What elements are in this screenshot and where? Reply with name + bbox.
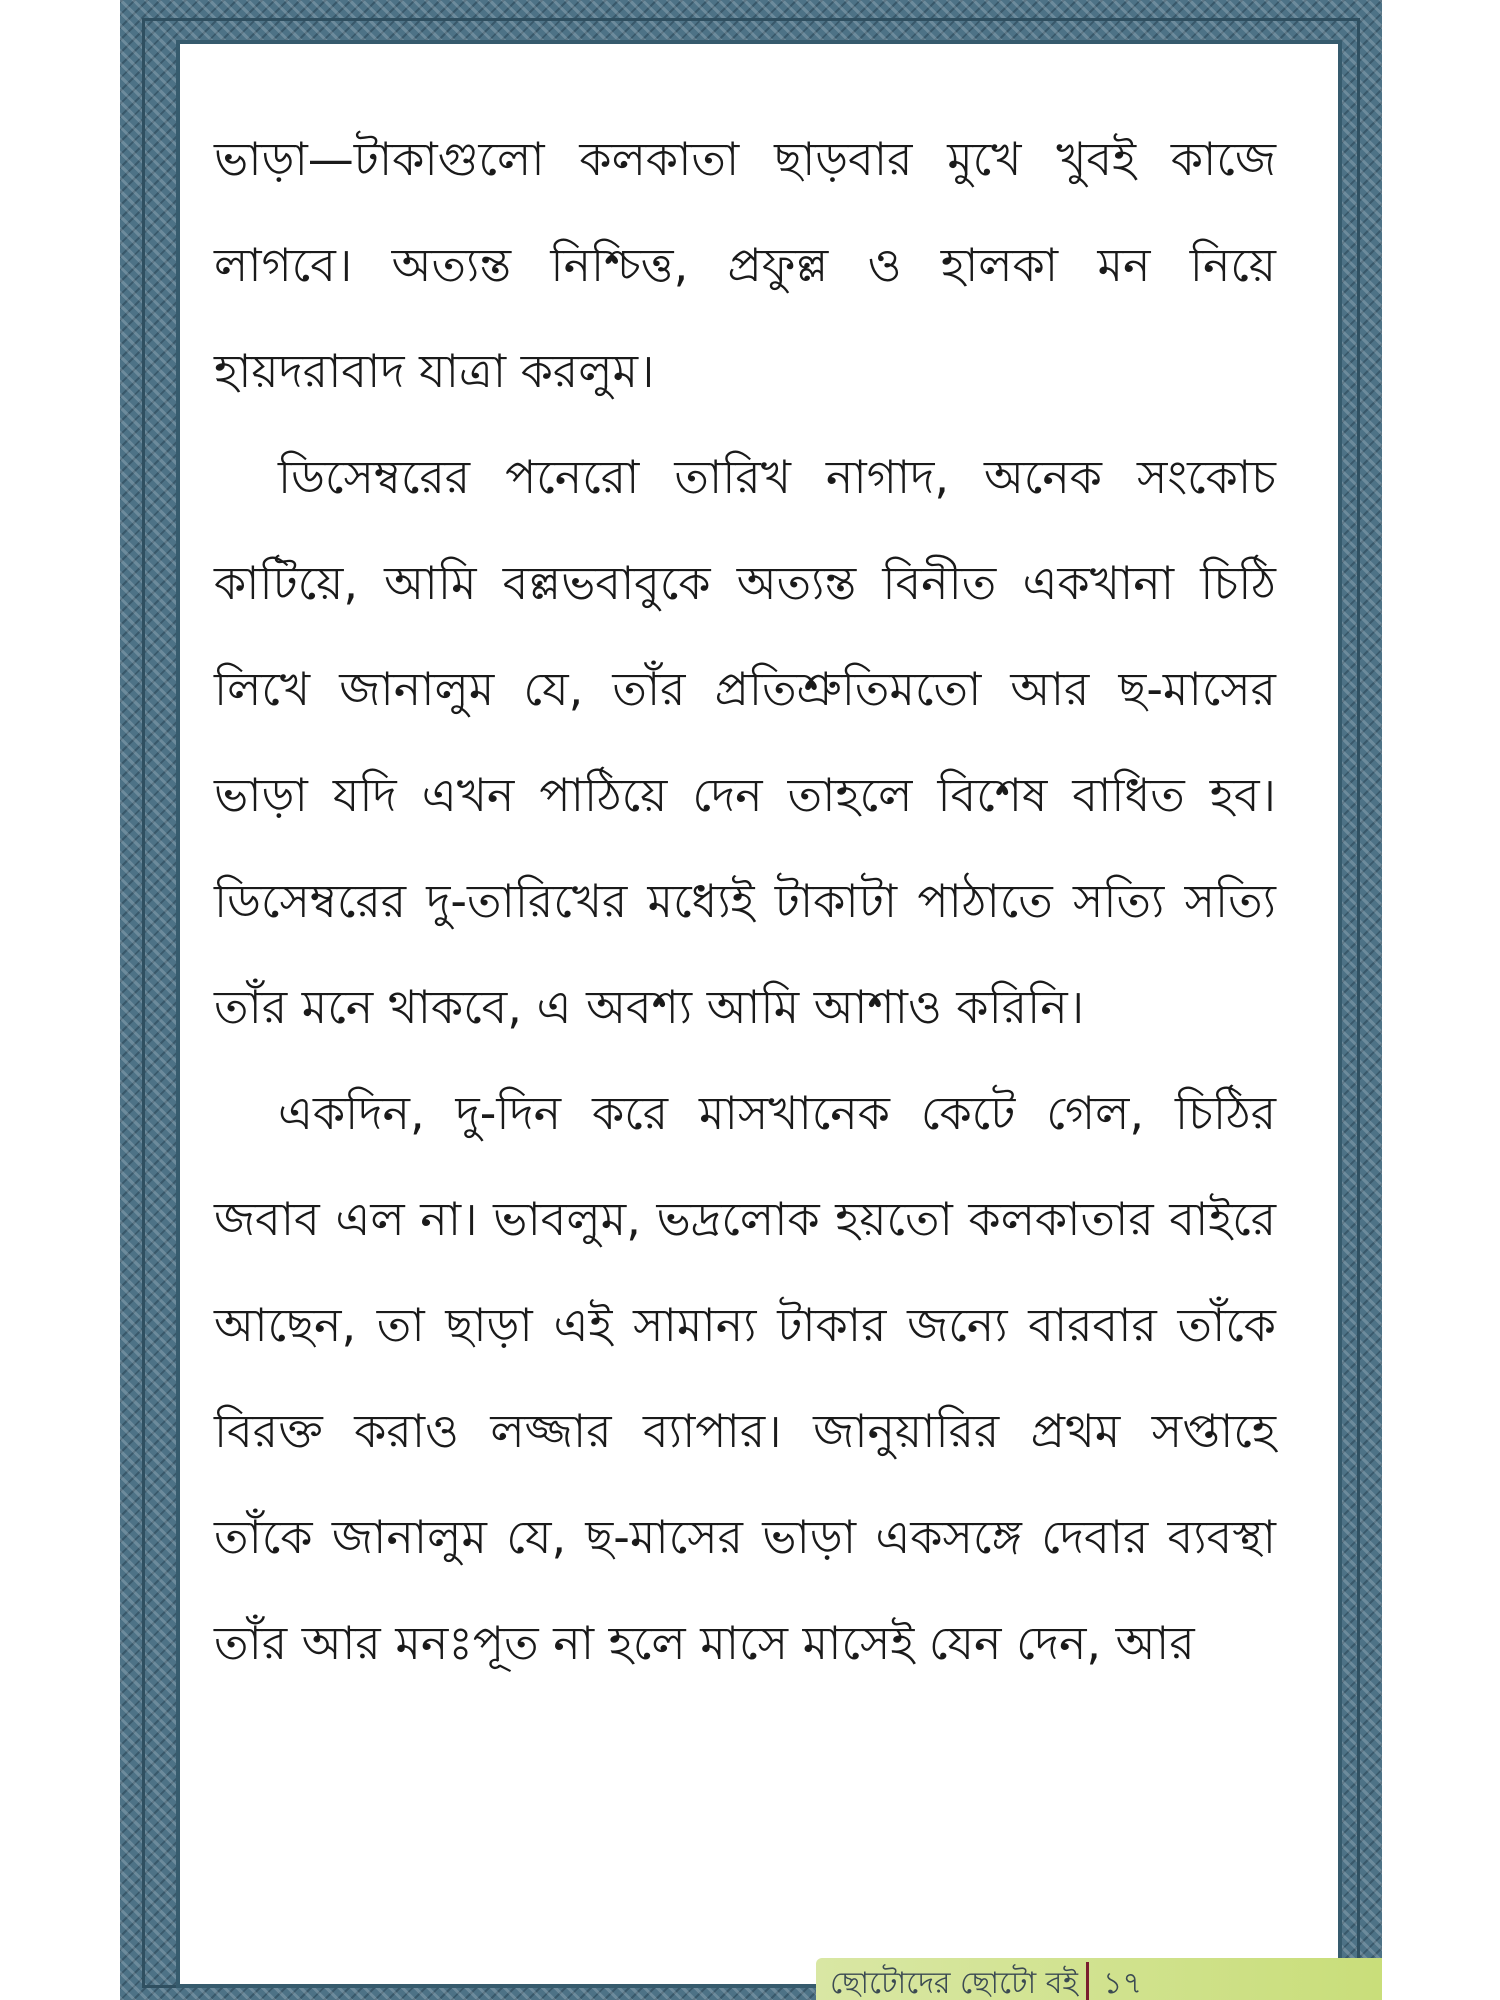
book-title: ছোটোদের ছোটো বই	[830, 1966, 1078, 2000]
body-text	[214, 106, 1276, 1696]
page-number: ১৭	[1103, 1966, 1142, 2000]
paragraph-2: ডিসেম্বরের পনেরো তারিখ নাগাদ, অনেক সংকোচ কাটিয়ে, আমি বল্লভবাবুকে অত্যন্ত বিনীত একখানা চিঠি লিখে জানালুম যে, তাঁর প্রতিশ্রুতিমতো আর ছ-মাসের ভাড়া যদি এখন পাঠিয়ে দেন তাহলে বিশেষ বাধিত হব। ডিসেম্বরের দু-তারিখের মধ্যেই টাকাটা পাঠাতে সত্যি সত্যি তাঁর মনে থাকবে, এ অবশ্য আমি আশাও করিনি।	[214, 450, 1276, 1034]
footer-divider	[1086, 1962, 1089, 2000]
page-footer	[816, 1958, 1382, 2000]
text-panel	[176, 40, 1342, 1988]
paragraph-3: একদিন, দু-দিন করে মাসখানেক কেটে গেল, চিঠির জবাব এল না। ভাবলুম, ভদ্রলোক হয়তো কলকাতার বাইরে আছেন, তা ছাড়া এই সামান্য টাকার জন্যে বারবার তাঁকে বিরক্ত করাও লজ্জার ব্যাপার। জানুয়ারির প্রথম সপ্তাহে তাঁকে জানালুম যে, ছ-মাসের ভাড়া একসঙ্গে দেবার ব্যবস্থা তাঁর আর মনঃপূত না হলে মাসে মাসেই যেন দেন, আর	[214, 1086, 1276, 1670]
paragraph-1: ভাড়া—টাকাগুলো কলকাতা ছাড়বার মুখে খুবই কাজে লাগবে। অত্যন্ত নিশ্চিত্ত, প্রফুল্ল ও হালকা মন নিয়ে হায়দরাবাদ যাত্রা করলুম।	[214, 132, 1276, 398]
